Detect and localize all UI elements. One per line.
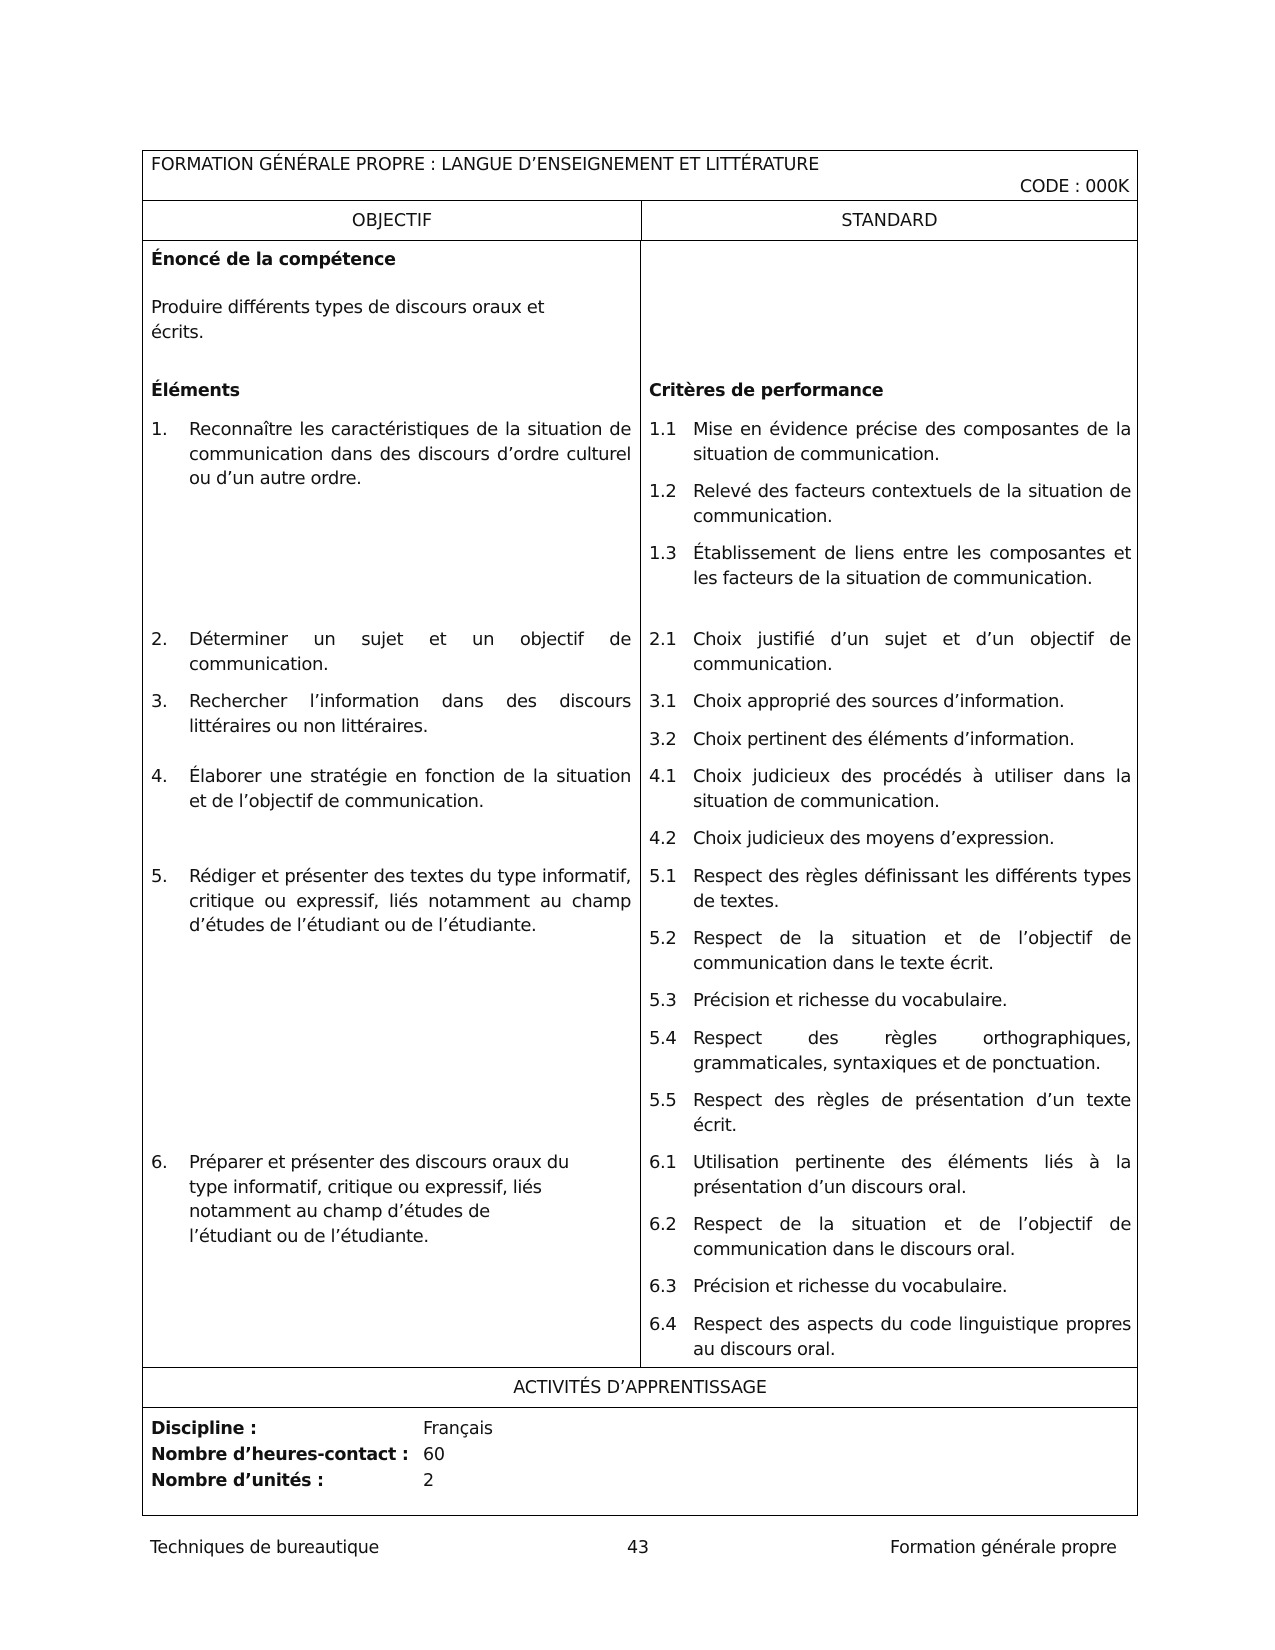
critere-item	[649, 1313, 1131, 1362]
competence-label: Énoncé de la compétence	[151, 250, 396, 270]
table-title-row	[143, 151, 1137, 201]
critere-text: Choix judicieux des procédés à utiliser dans la situation de communication.	[693, 766, 1131, 812]
critere-item	[649, 542, 1131, 591]
table-title: FORMATION GÉNÉRALE PROPRE : LANGUE D’ENSEIGNEMENT ET LITTÉRATURE	[151, 155, 820, 175]
element-number: 1.	[151, 419, 168, 440]
info-key: Nombre d’heures-contact :	[151, 1445, 409, 1465]
critere-text: Utilisation pertinente des éléments liés à la présentation d’un discours oral.	[693, 1152, 1131, 1198]
critere-item	[649, 1151, 1131, 1200]
competency-table	[142, 150, 1138, 1516]
info-value: Français	[423, 1419, 493, 1439]
element-text: Rechercher l’information dans des discours littéraires ou non littéraires.	[189, 691, 631, 737]
footer-page-number: 43	[627, 1538, 649, 1558]
element-number: 3.	[151, 691, 168, 712]
critere-item	[649, 728, 1131, 753]
elements-label: Éléments	[151, 381, 240, 401]
element-item	[151, 690, 631, 739]
element-item	[151, 765, 631, 814]
critere-item	[649, 989, 1131, 1014]
critere-number: 6.2	[649, 1214, 677, 1235]
critere-item	[649, 480, 1131, 529]
activities-info	[143, 1408, 1137, 1515]
element-item	[151, 865, 631, 939]
competence-text: Produire différents types de discours oraux et écrits.	[151, 297, 545, 343]
critere-item	[649, 1213, 1131, 1262]
element-text: Déterminer un sujet et un objectif de communication.	[189, 629, 631, 675]
info-row-unites	[151, 1471, 434, 1491]
critere-number: 4.2	[649, 828, 677, 849]
element-number: 2.	[151, 629, 168, 650]
footer-right: Formation générale propre	[890, 1538, 1117, 1558]
critere-text: Relevé des facteurs contextuels de la situation de communication.	[693, 481, 1131, 527]
element-number: 6.	[151, 1152, 168, 1173]
critere-number: 6.1	[649, 1152, 677, 1173]
critere-item	[649, 1089, 1131, 1138]
critere-text: Mise en évidence précise des composantes de la situation de communication.	[693, 419, 1131, 465]
critere-text: Choix approprié des sources d’information.	[693, 691, 1065, 712]
critere-text: Choix judicieux des moyens d’expression.	[693, 828, 1055, 849]
info-row-discipline	[151, 1419, 493, 1439]
critere-number: 1.3	[649, 543, 677, 564]
critere-number: 1.1	[649, 419, 677, 440]
info-key: Nombre d’unités :	[151, 1471, 324, 1491]
critere-text: Précision et richesse du vocabulaire.	[693, 990, 1008, 1011]
footer-left: Techniques de bureautique	[150, 1538, 380, 1558]
critere-item	[649, 628, 1131, 677]
element-text: Préparer et présenter des discours oraux du type informatif, critique ou expressif, liés notamment au champ d’études de l’étudiant ou de l’étudiante.	[189, 1152, 569, 1247]
critere-item	[649, 418, 1131, 467]
critere-item	[649, 827, 1131, 852]
element-text: Rédiger et présenter des textes du type informatif, critique ou expressif, liés notamment au champ d’études de l’étudiant ou de l’étudiante.	[189, 866, 631, 936]
critere-number: 5.4	[649, 1028, 677, 1049]
table-body	[143, 241, 1137, 1367]
element-item	[151, 1151, 571, 1249]
element-text: Reconnaître les caractéristiques de la situation de communication dans des discours d’ordre culturel ou d’un autre ordre.	[189, 419, 631, 489]
critere-text: Respect des aspects du code linguistique propres au discours oral.	[693, 1314, 1131, 1360]
critere-number: 3.2	[649, 729, 677, 750]
element-item	[151, 628, 631, 677]
info-value: 2	[423, 1471, 434, 1491]
critere-text: Respect de la situation et de l’objectif de communication dans le texte écrit.	[693, 928, 1131, 974]
critere-number: 5.3	[649, 990, 677, 1011]
standard-column	[641, 241, 1137, 1367]
critere-number: 5.5	[649, 1090, 677, 1111]
objectif-column	[143, 241, 641, 1367]
critere-text: Choix pertinent des éléments d’information.	[693, 729, 1075, 750]
activities-header: ACTIVITÉS D’APPRENTISSAGE	[143, 1367, 1137, 1408]
critere-number: 6.4	[649, 1314, 677, 1335]
info-key: Discipline :	[151, 1419, 257, 1439]
critere-item	[649, 1275, 1131, 1300]
element-number: 4.	[151, 766, 168, 787]
critere-number: 5.1	[649, 866, 677, 887]
critere-text: Établissement de liens entre les composantes et les facteurs de la situation de communication.	[693, 543, 1131, 589]
critere-number: 2.1	[649, 629, 677, 650]
standard-header: STANDARD	[841, 210, 938, 231]
critere-number: 1.2	[649, 481, 677, 502]
column-headers	[143, 201, 1137, 241]
critere-item	[649, 865, 1131, 914]
critere-text: Précision et richesse du vocabulaire.	[693, 1276, 1008, 1297]
element-item	[151, 418, 631, 492]
critere-item	[649, 927, 1131, 976]
course-code: CODE : 000K	[1019, 177, 1129, 197]
critere-item	[649, 765, 1131, 814]
critere-text: Choix justifié d’un sujet et d’un objectif de communication.	[693, 629, 1131, 675]
critere-item	[649, 690, 1131, 715]
element-number: 5.	[151, 866, 168, 887]
criteres-label: Critères de performance	[649, 381, 884, 401]
info-row-heures	[151, 1445, 445, 1465]
critere-number: 6.3	[649, 1276, 677, 1297]
critere-text: Respect des règles définissant les différents types de textes.	[693, 866, 1131, 912]
objectif-header: OBJECTIF	[143, 201, 642, 240]
critere-number: 3.1	[649, 691, 677, 712]
critere-number: 5.2	[649, 928, 677, 949]
info-value: 60	[423, 1445, 445, 1465]
critere-number: 4.1	[649, 766, 677, 787]
element-text: Élaborer une stratégie en fonction de la situation et de l’objectif de communication.	[189, 766, 631, 812]
critere-text: Respect des règles de présentation d’un texte écrit.	[693, 1090, 1131, 1136]
critere-text: Respect des règles orthographiques, grammaticales, syntaxiques et de ponctuation.	[693, 1028, 1131, 1074]
critere-item	[649, 1027, 1131, 1076]
critere-text: Respect de la situation et de l’objectif de communication dans le discours oral.	[693, 1214, 1131, 1260]
